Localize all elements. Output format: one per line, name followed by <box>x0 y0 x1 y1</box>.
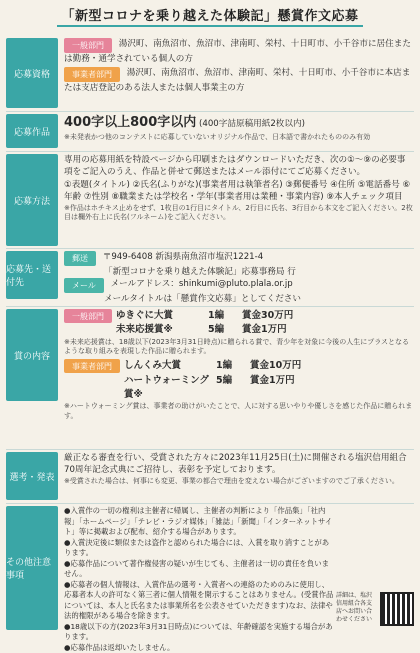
method-note: ※作品はホチキス止めをせず、1枚目の1行目にタイトル、2行目に氏名、3行目から本文をご記入ください。2枚目は欄外右上に氏名(フルネーム)をご記入ください。 <box>64 203 413 222</box>
mail-tag: 郵送 <box>64 251 96 266</box>
qr-code-icon[interactable] <box>380 592 414 626</box>
work-label: 応募作品 <box>6 114 58 148</box>
note-item: ●応募作品について著作権侵害の疑いが生じても、主催者は一切の責任を負いません。 <box>64 558 329 579</box>
submit-section <box>6 251 414 305</box>
note-item: ●応募者の個人情報は、入賞作品の選考・入賞者への連絡のためのみに使用し、応募者本人の許可なく第三者に個人情報を開示することはありません。(受賞作品については、本人と氏名または事業所名を公表させていただきます)なお、法律や法的権限がある場合を除きます。 <box>64 579 334 621</box>
divider <box>6 111 414 112</box>
email-address: メールアドレス：shinkumi@pluto.plala.or.jp <box>110 279 293 290</box>
business-prize-tag: 事業者部門 <box>64 359 120 373</box>
business-category-tag: 事業者部門 <box>64 67 120 82</box>
note-item: ●入賞作の一切の権利は主催者に帰属し、主催者の判断により「作品集」「社内報」「ホームページ」「テレビ・ラジオ媒体」「雑誌」「新聞」「インターネットサイト」等に掲載および配布、紹介する場合があります。 <box>64 506 333 537</box>
eligibility-label: 応募資格 <box>6 38 58 108</box>
divider <box>6 503 414 504</box>
note-item: ●18歳以下の方(2023年3月31日時点)については、年齢確認を実施する場合があります。 <box>64 621 333 642</box>
email-tag: メール <box>64 278 104 293</box>
business-eligibility-text: 湯沢町、南魚沼市、魚沼市、津南町、栄村、十日町市、小千谷市に本店または支店登記のある法人または個人事業主の方 <box>64 68 411 94</box>
notes-label: その他注意事項 <box>6 506 58 630</box>
eligibility-section <box>6 38 414 108</box>
divider <box>6 248 414 249</box>
prizes-section <box>6 309 414 420</box>
selection-note: ※受賞された場合は、何事にも変更、事業の都合で理由を変えない場合がございますのでご了承ください。 <box>64 476 399 485</box>
note-item: ●応募作品は返却いたしません。 <box>64 642 175 652</box>
note-item: ●入賞決定後に類似または盗作と認められた場合には、入賞を取り消すことがあります。 <box>64 537 330 558</box>
prize-row: しんくみ大賞 1編 賞金10万円 <box>124 360 302 372</box>
method-items: ①表題(タイトル) ②氏名(ふりがな)(事業者用は執筆者名) ③郵便番号 ④住所 ⑤電話番号 ⑥年齢 ⑦性別 ⑧職業または学校名・学年(事業者用は業種・事業内容) ⑨本人チェック項目 <box>64 179 411 203</box>
selection-section <box>6 452 414 500</box>
prize-row: 未来応援賞※ 5編 賞金1万円 <box>116 324 287 336</box>
qr-note: 詳細は、塩沢信用組合各支店へお問い合わせください <box>336 592 373 624</box>
selection-label: 選考・発表 <box>6 452 58 500</box>
prize-row: ゆきぐに大賞 1編 賞金30万円 <box>116 310 294 321</box>
word-count: 400字以上800字以内 <box>64 115 197 130</box>
prizes-label: 賞の内容 <box>6 309 58 401</box>
divider <box>6 449 414 450</box>
email-subject: メールタイトルは「懸賞作文応募」としてください <box>104 294 301 305</box>
method-label: 応募方法 <box>6 154 58 246</box>
business-prize-note: ※ハートウォーミング賞は、事業者の助けがいたことで、人に対する思いやりや優しさを感じた作品に贈られます。 <box>64 402 413 420</box>
general-eligibility-text: 湯沢町、南魚沼市、魚沼市、津南町、栄村、十日町市、小千谷市に居住または勤務・通学されている個人の方 <box>64 39 411 64</box>
general-category-tag: 一般部門 <box>64 38 112 53</box>
word-count-sub: (400字詰原稿用紙2枚以内) <box>199 119 305 129</box>
submit-label: 応募先・送付先 <box>6 251 58 299</box>
divider <box>6 151 414 152</box>
method-section <box>6 154 414 246</box>
general-prize-note: ※未来応援賞は、18歳以下(2023年3月31日時点)に贈られる賞で、青少年を対象に今後の人生にプラスとなるような取り組みを表現した作品に贈られます。 <box>64 337 410 355</box>
work-section <box>6 114 414 148</box>
selection-text: 厳正なる審査を行い、受賞された方々に2023年11月25日(土)に開催される塩沢信用組合70周年記念式典にご招待し、表彰を予定しております。 <box>64 453 407 476</box>
work-note: ※未発表かつ他のコンテストに応募していないオリジナル作品で、日本語で書かれたもののみ有効 <box>64 132 371 141</box>
mail-office: 「新型コロナを乗り越えた体験記」応募事務局 行 <box>104 267 296 277</box>
page-title: 「新型コロナを乗り越えた体験記」懸賞作文応募 <box>0 0 420 34</box>
mail-address: 〒949-6408 新潟県南魚沼市塩沢1221-4 <box>102 252 264 262</box>
method-intro: 専用の応募用紙を特設ページから印刷またはダウンロードいただき、次の①～⑨の必要事項をご記入のうえ、作品と併せて郵送またはメール添付にてご応募ください。 <box>64 155 406 178</box>
prize-row: ハートウォーミング賞※ 5編 賞金1万円 <box>124 374 295 400</box>
divider <box>6 306 414 307</box>
general-prize-tag: 一般部門 <box>64 309 112 323</box>
